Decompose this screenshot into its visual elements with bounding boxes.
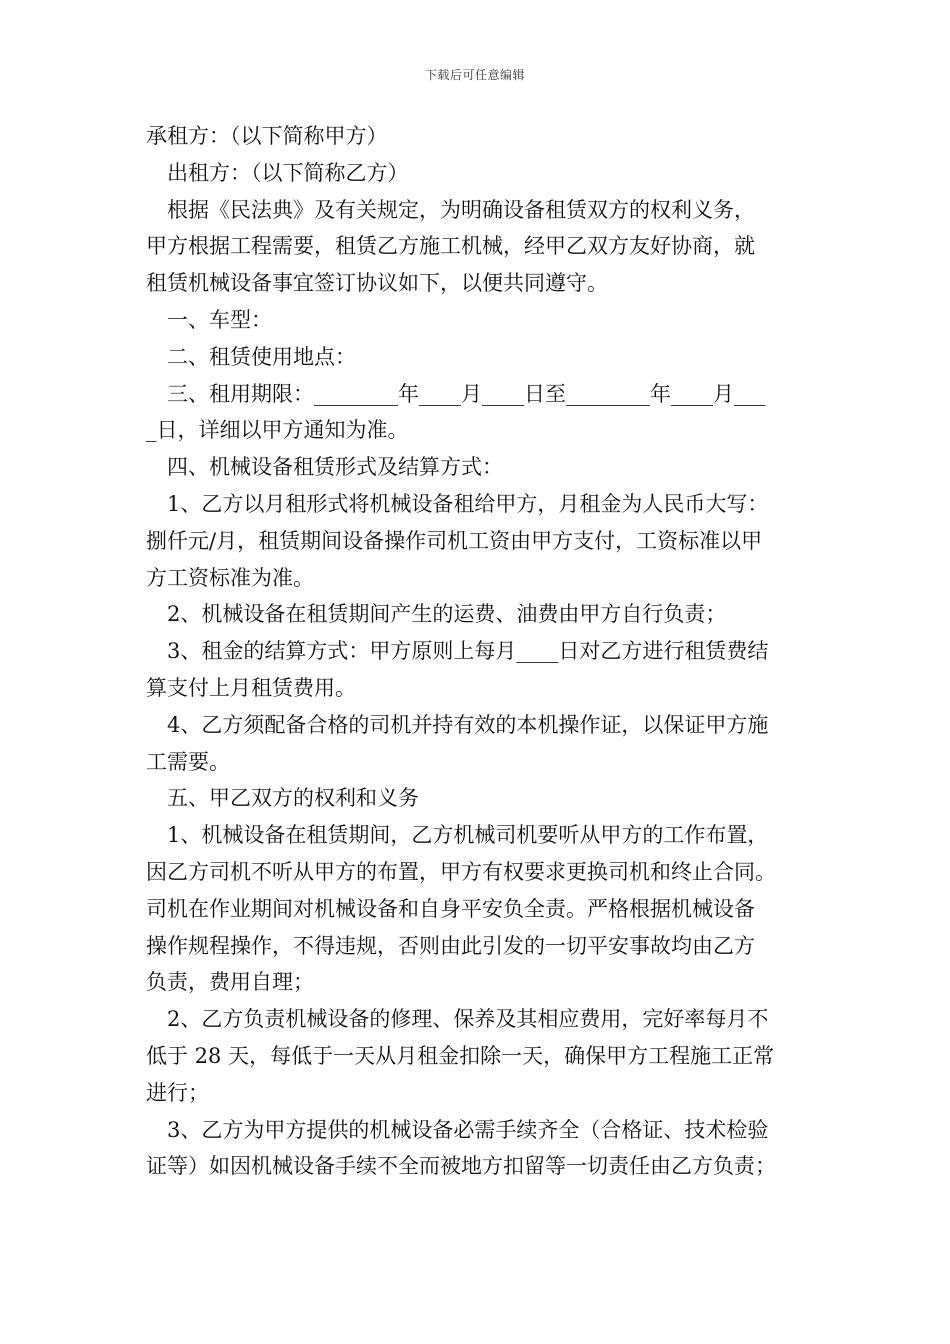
text-line: 负责，费用自理； <box>146 970 314 995</box>
text-line: 进行； <box>146 1080 209 1105</box>
text-line: 一、车型： <box>167 307 272 332</box>
text-line: 方工资标准为准。 <box>146 565 314 590</box>
text-line: _日，详细以甲方通知为准。 <box>146 418 409 443</box>
text-line: 承租方：（以下简称甲方） <box>146 124 388 148</box>
text-line: 四、机械设备租赁形式及结算方式： <box>167 455 503 480</box>
contract-body <box>146 118 814 1185</box>
text-line: 工需要。 <box>146 749 230 774</box>
text-line: 证等）如因机械设备手续不全而被地方扣留等一切责任由乙方负责； <box>146 1154 776 1179</box>
text-line: 2、乙方负责机械设备的修理、保养及其相应费用，完好率每月不 <box>167 1007 769 1032</box>
text-line: 操作规程操作，不得违规，否则由此引发的一切平安事故均由乙方 <box>146 933 755 958</box>
text-line: 五、甲乙双方的权利和义务 <box>167 786 419 811</box>
text-line: 1、机械设备在租赁期间，乙方机械司机要听从甲方的工作布置， <box>167 823 769 848</box>
text-line: 出租方：（以下简称乙方） <box>167 160 409 185</box>
text-line: 3、乙方为甲方提供的机械设备必需手续齐全（合格证、技术检验 <box>167 1117 769 1142</box>
text-line: 根据《民法典》及有关规定，为明确设备租赁双方的权利义务， <box>167 197 755 222</box>
text-line: 4、乙方须配备合格的司机并持有效的本机操作证，以保证甲方施 <box>167 712 769 737</box>
text-line: 3、租金的结算方式：甲方原则上每月____日对乙方进行租赁费结 <box>167 639 769 664</box>
text-line: 因乙方司机不听从甲方的布置，甲方有权要求更换司机和终止合同。 <box>146 859 776 884</box>
text-line: 二、租赁使用地点： <box>167 344 356 369</box>
text-line: 甲方根据工程需要，租赁乙方施工机械，经甲乙双方友好协商，就 <box>146 234 755 259</box>
text-line: 算支付上月租赁费用。 <box>146 675 356 700</box>
text-line: 2、机械设备在租赁期间产生的运费、油费由甲方自行负责； <box>167 602 727 627</box>
text-line: 三、租用期限：________年____月____日至________年____月___ <box>167 381 766 406</box>
text-line: 租赁机械设备事宜签订协议如下，以便共同遵守。 <box>146 271 608 296</box>
text-line: 低于 28 天，每低于一天从月租金扣除一天，确保甲方工程施工正常 <box>146 1043 775 1068</box>
page-header: 下载后可任意编辑 <box>424 68 525 82</box>
text-line: 司机在作业期间对机械设备和自身平安负全责。严格根据机械设备 <box>146 896 755 921</box>
text-line: 捌仟元/月，租赁期间设备操作司机工资由甲方支付，工资标准以甲 <box>146 528 763 553</box>
text-line: 1、乙方以月租形式将机械设备租给甲方，月租金为人民币大写： <box>167 491 769 516</box>
